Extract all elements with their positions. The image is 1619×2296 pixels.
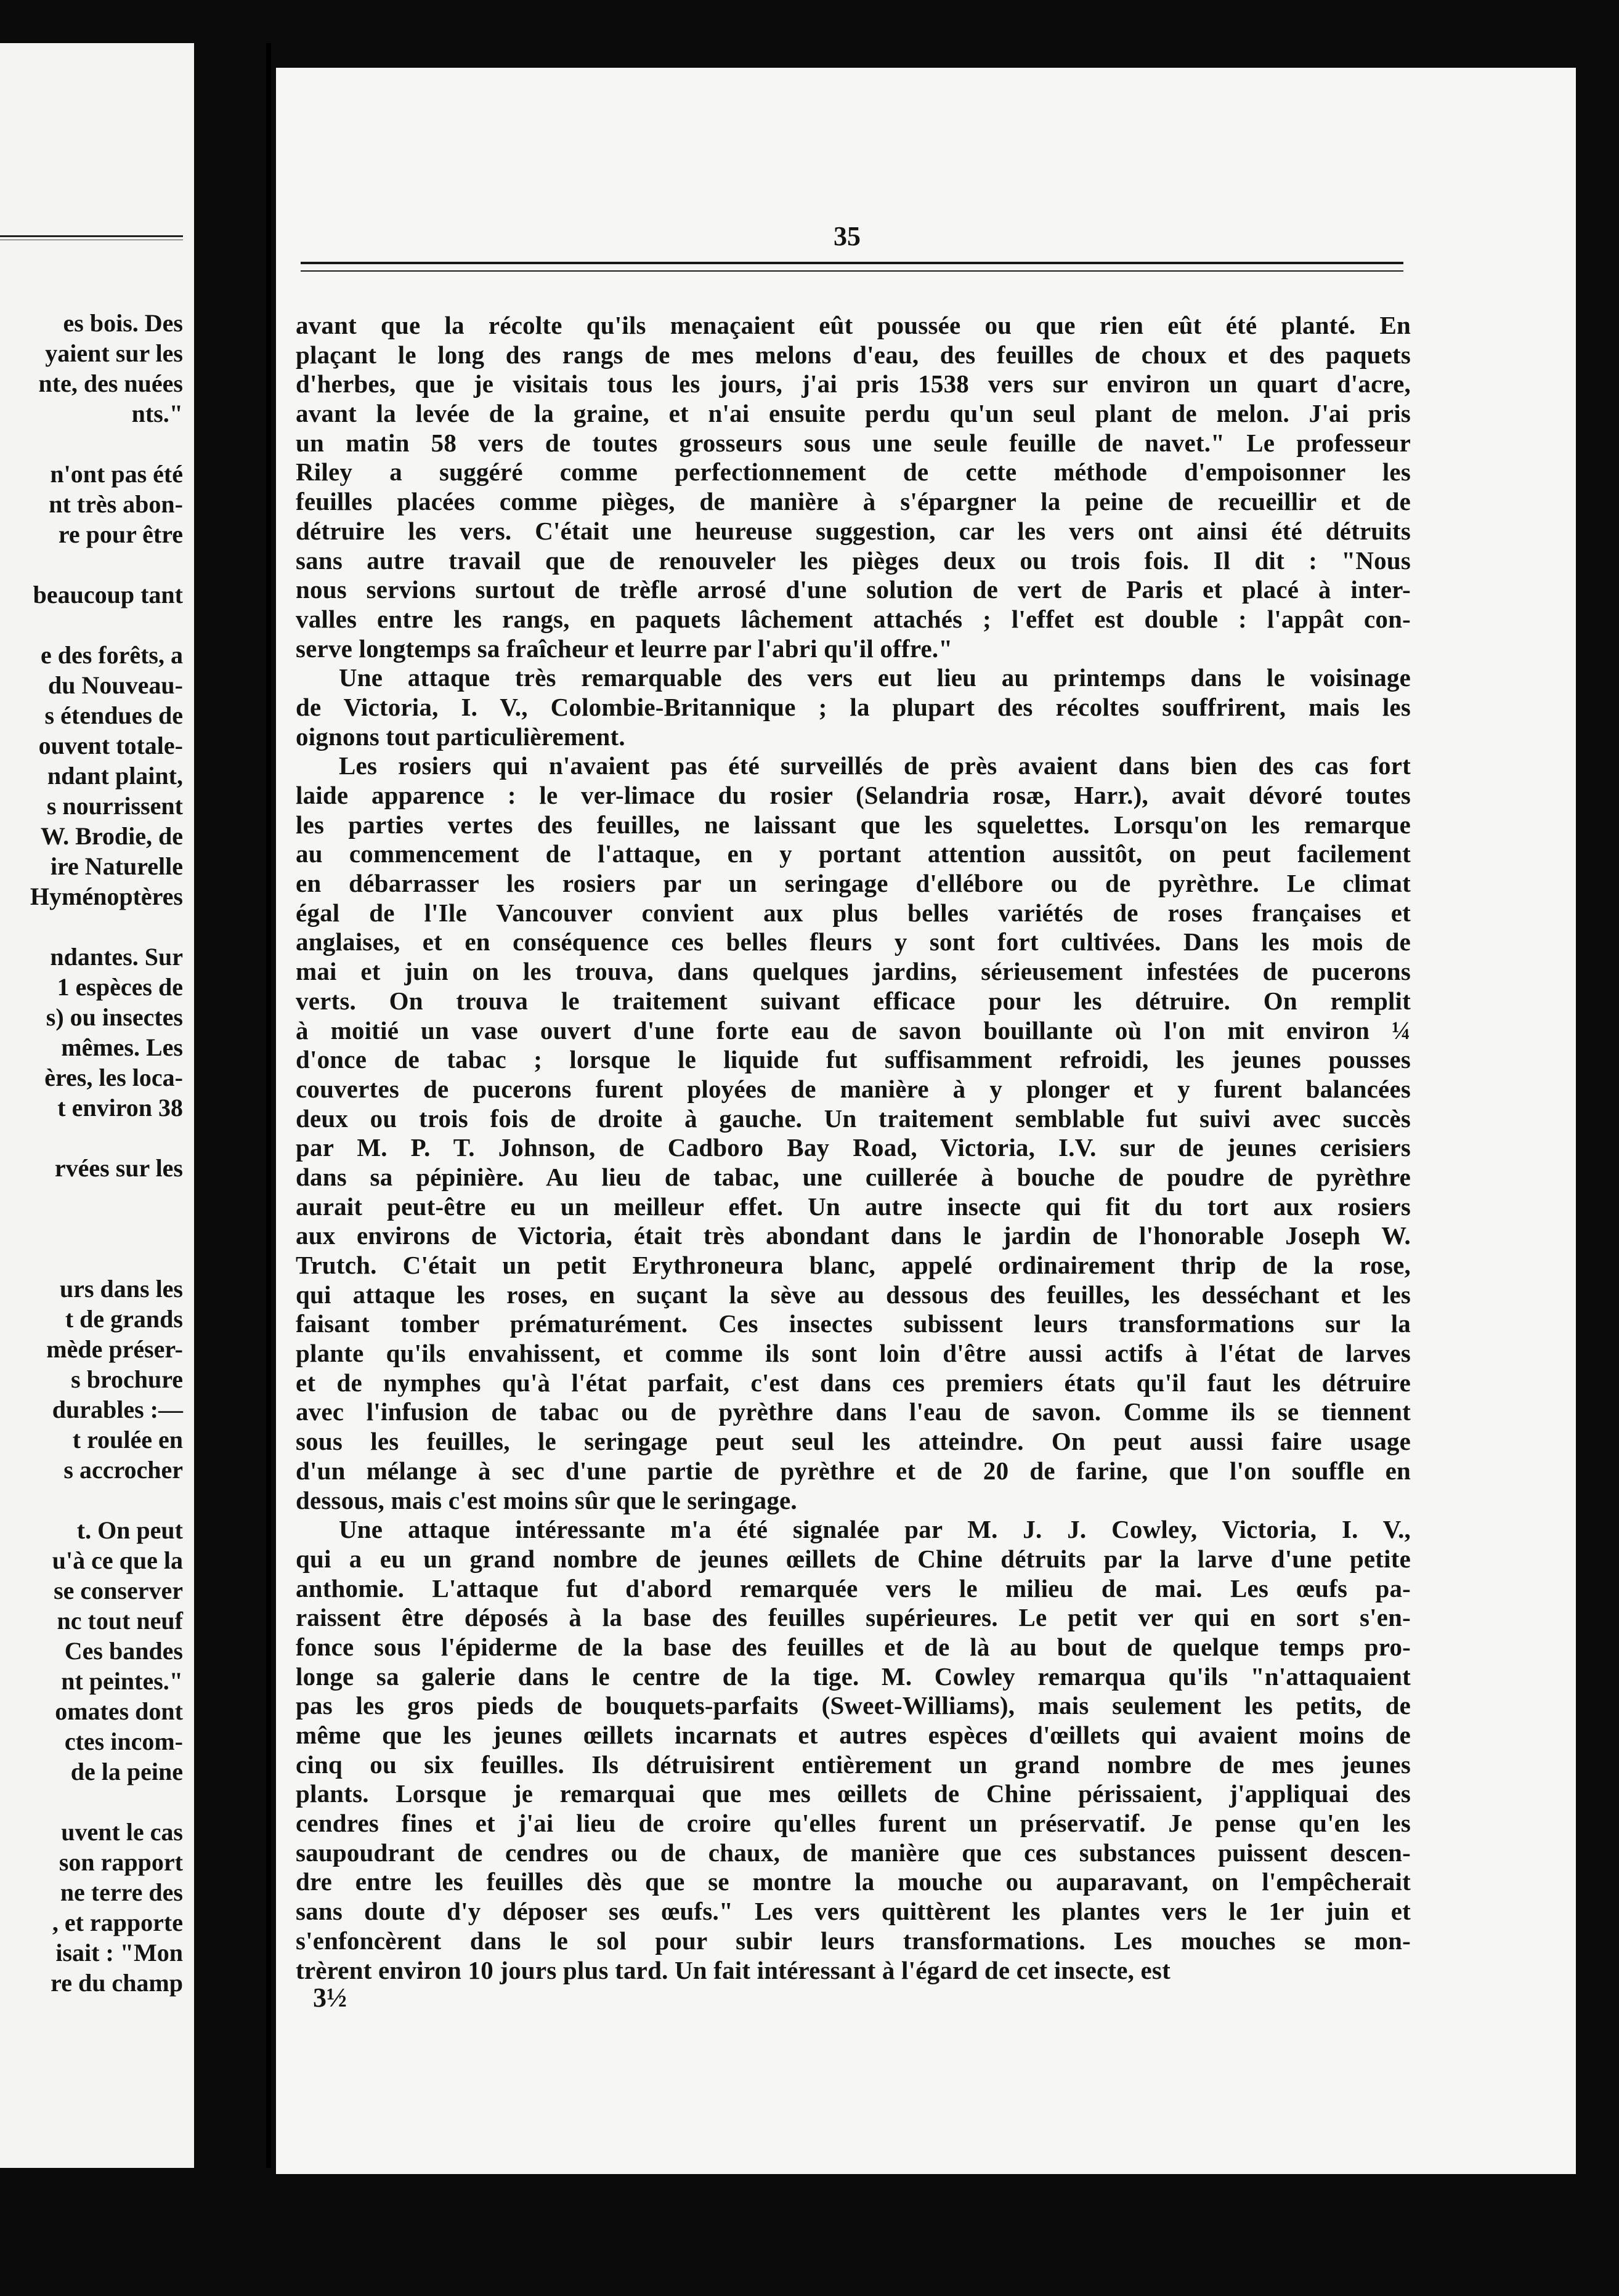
left-text-line bbox=[0, 549, 183, 580]
body-text-line: serve longtemps sa fraîcheur et leurre par l'abri qu'il offre." bbox=[296, 634, 953, 663]
body-text-line: Une attaque intéressante m'a été signalée par M. J. J. Cowley, Victoria, I. V., bbox=[339, 1515, 1411, 1544]
body-text-line: plants. Lorsque je remarquai que mes œillets de Chine périssaient, j'appliquai des bbox=[296, 1779, 1411, 1808]
body-text bbox=[296, 311, 1411, 1985]
body-text-line: fonce sous l'épiderme de la base des feuilles et de là au bout de quelque temps pro- bbox=[296, 1632, 1411, 1661]
body-text-line: même que les jeunes œillets incarnats et autres espèces d'œillets qui avaient moins de bbox=[296, 1721, 1411, 1749]
body-text-line: égal de l'Ile Vancouver convient aux plus belles variétés de roses françaises et bbox=[296, 898, 1411, 927]
left-text-line bbox=[0, 1183, 183, 1213]
left-text-line: nts." bbox=[131, 400, 183, 427]
left-text-line: t roulée en bbox=[72, 1426, 183, 1453]
body-text-line: qui attaque les roses, en suçant la sève au dessous des feuilles, les desséchant et les bbox=[296, 1280, 1411, 1309]
left-text-line: isait : "Mon bbox=[55, 1939, 183, 1967]
left-text-line: ne terre des bbox=[60, 1878, 183, 1906]
body-text-line: et de nymphes qu'à l'état parfait, c'est dans ces premiers états qu'il faut les détruire bbox=[296, 1368, 1411, 1397]
left-text-line: ndant plaint, bbox=[47, 762, 183, 790]
body-text-line: anglaises, et en conséquence ces belles fleurs y sont fort cultivées. Dans les mois de bbox=[296, 928, 1411, 956]
body-text-line: mai et juin on les trouva, dans quelques jardins, sérieusement infestées de pucerons bbox=[296, 957, 1411, 986]
body-text-line: longe sa galerie dans le centre de la tige. M. Cowley remarqua qu'ils "n'attaquaient bbox=[296, 1662, 1411, 1691]
body-text-line: raissent être déposés à la base des feuilles supérieures. Le petit ver qui en sort s'en- bbox=[296, 1603, 1411, 1632]
left-page bbox=[0, 43, 194, 2168]
left-text-line: de la peine bbox=[70, 1758, 183, 1785]
body-text-line: qui a eu un grand nombre de jeunes œillets de Chine détruits par la larve d'une petite bbox=[296, 1544, 1411, 1573]
body-text-line: un matin 58 vers de toutes grosseurs sous une seule feuille de navet." Le professeur bbox=[296, 428, 1411, 457]
left-text-line: s étendues de bbox=[44, 701, 183, 729]
left-text-line bbox=[0, 610, 183, 640]
left-text-line: nt très abon- bbox=[49, 490, 183, 518]
left-text-line bbox=[0, 429, 183, 459]
body-text-line: aurait peut-être eu un meilleur effet. Un autre insecte qui fit du tort aux rosiers bbox=[296, 1192, 1411, 1221]
left-text-line: e des forêts, a bbox=[40, 641, 183, 669]
body-text-line: Les rosiers qui n'avaient pas été surveillés de près avaient dans bien des cas fort bbox=[339, 751, 1411, 780]
body-text-line: d'once de tabac ; lorsque le liquide fut suffisamment refroidi, les jeunes pousses bbox=[296, 1045, 1411, 1074]
left-text-line: , et rapporte bbox=[52, 1909, 183, 1936]
left-page-text bbox=[0, 308, 183, 1998]
body-text-line: plaçant le long des rangs de mes melons d'eau, des feuilles de choux et des paquets bbox=[296, 340, 1411, 369]
header-rule bbox=[301, 262, 1403, 272]
signature-mark: 3½ bbox=[313, 1983, 347, 2013]
left-text-line bbox=[0, 1485, 183, 1515]
left-text-line: 1 espèces de bbox=[57, 973, 183, 1001]
body-text-line: Une attaque très remarquable des vers eut lieu au printemps dans le voisinage bbox=[339, 663, 1411, 692]
left-text-line: beaucoup tant bbox=[33, 581, 183, 608]
left-text-line bbox=[0, 912, 183, 942]
left-text-line: Ces bandes bbox=[64, 1637, 183, 1665]
body-text-line: d'un mélange à sec d'une partie de pyrèthre et de 20 de farine, que l'on souffle en bbox=[296, 1456, 1411, 1485]
left-text-line: mède préser- bbox=[46, 1335, 183, 1363]
body-text-line: valles entre les rangs, en paquets lâchement attachés ; l'effet est double : l'appât con- bbox=[296, 604, 1411, 633]
body-text-line: s'enfoncèrent dans le sol pour subir leurs transformations. Les mouches se mon- bbox=[296, 1926, 1411, 1955]
left-text-line: ouvent totale- bbox=[38, 732, 183, 759]
left-text-line: uvent le cas bbox=[61, 1818, 183, 1846]
body-text-line: deux ou trois fois de droite à gauche. Un traitement semblable fut suivi avec succès bbox=[296, 1104, 1411, 1133]
left-text-line: nc tout neuf bbox=[57, 1607, 183, 1635]
left-text-line: t environ 38 bbox=[57, 1094, 183, 1122]
body-text-line: feuilles placées comme pièges, de manière à s'épargner la peine de recueillir et de bbox=[296, 487, 1411, 516]
body-text-line: au commencement de l'attaque, en y portant attention aussitôt, on peut facilement bbox=[296, 839, 1411, 868]
body-text-line: avec l'infusion de tabac ou de pyrèthre dans l'eau de savon. Comme ils se tiennent bbox=[296, 1397, 1411, 1426]
left-text-line: Hyménoptères bbox=[30, 883, 183, 910]
body-text-line: avant la levée de la graine, et n'ai ensuite perdu qu'un seul plant de melon. J'ai pris bbox=[296, 399, 1411, 428]
left-text-line bbox=[0, 1243, 183, 1274]
left-text-line: s brochure bbox=[71, 1365, 183, 1393]
body-text-line: dans sa pépinière. Au lieu de tabac, une cuillerée à bouche de poudre de pyrèthre bbox=[296, 1162, 1411, 1191]
left-text-line: re pour être bbox=[58, 520, 183, 548]
body-text-line: Riley a suggéré comme perfectionnement de cette méthode d'empoisonner les bbox=[296, 458, 1411, 487]
body-text-line: verts. On trouva le traitement suivant efficace pour les détruire. On remplit bbox=[296, 986, 1411, 1015]
body-text-line: anthomie. L'attaque fut d'abord remarquée vers le milieu de mai. Les œufs pa- bbox=[296, 1574, 1411, 1603]
body-text-line: de Victoria, I. V., Colombie-Britannique ; la plupart des récoltes souffrirent, mais les bbox=[296, 692, 1411, 721]
left-text-line bbox=[0, 1213, 183, 1243]
left-text-line: es bois. Des bbox=[63, 309, 183, 337]
body-text-line: dessous, mais c'est moins sûr que le seringage. bbox=[296, 1486, 797, 1514]
body-text-line: Trutch. C'était un petit Erythroneura blanc, appelé ordinairement thrip de la rose, bbox=[296, 1251, 1411, 1279]
left-text-line: s accrocher bbox=[63, 1456, 183, 1484]
left-text-line: ctes incom- bbox=[64, 1728, 183, 1755]
left-text-line: son rapport bbox=[59, 1848, 183, 1876]
body-text-line: saupoudrant de cendres ou de chaux, de manière que ces substances puissent descen- bbox=[296, 1838, 1411, 1867]
body-text-line: dre entre les feuilles dès que se montre la mouche ou auparavant, on l'empêcherait bbox=[296, 1867, 1411, 1896]
body-text-line: sous les feuilles, le seringage peut seul les atteindre. On peut aussi faire usage bbox=[296, 1427, 1411, 1456]
left-text-line: s) ou insectes bbox=[46, 1003, 183, 1031]
body-text-line: en débarrasser les rosiers par un seringage d'ellébore ou de pyrèthre. Le climat bbox=[296, 869, 1411, 898]
left-text-line: nt peintes." bbox=[61, 1667, 183, 1695]
left-text-line: t. On peut bbox=[76, 1516, 183, 1544]
left-text-line: ire Naturelle bbox=[50, 852, 183, 880]
body-text-line: par M. P. T. Johnson, de Cadboro Bay Road, Victoria, I.V. sur de jeunes cerisiers bbox=[296, 1133, 1411, 1162]
left-text-line: n'ont pas été bbox=[50, 460, 183, 488]
left-text-line: nte, des nuées bbox=[38, 370, 183, 397]
body-text-line: sans autre travail que de renouveler les pièges deux ou trois fois. Il dit : "Nous bbox=[296, 546, 1411, 575]
left-text-line: W. Brodie, de bbox=[40, 822, 183, 850]
left-text-line: ères, les loca- bbox=[44, 1064, 183, 1091]
left-text-line: du Nouveau- bbox=[48, 671, 183, 699]
body-text-line: oignons tout particulièrement. bbox=[296, 722, 625, 751]
body-text-line: aux environs de Victoria, était très abondant dans le jardin de l'honorable Joseph W. bbox=[296, 1221, 1411, 1250]
body-text-line: trèrent environ 10 jours plus tard. Un fait intéressant à l'égard de cet insecte, est bbox=[296, 1955, 1171, 1984]
page-gutter bbox=[266, 43, 271, 2168]
body-text-line: les parties vertes des feuilles, ne laissant que les squelettes. Lorsqu'on les remarque bbox=[296, 810, 1411, 839]
left-text-line bbox=[0, 1123, 183, 1153]
body-text-line: sans doute d'y déposer ses œufs." Les vers quittèrent les plantes vers le 1er juin et bbox=[296, 1897, 1411, 1926]
body-text-line: nous servions surtout de trèfle arrosé d'une solution de vert de Paris et placé à inter- bbox=[296, 575, 1411, 604]
body-text-line: pas les gros pieds de bouquets-parfaits (Sweet-Williams), mais seulement les petits, de bbox=[296, 1691, 1411, 1720]
body-text-line: laide apparence : le ver-limace du rosier (Selandria rosæ, Harr.), avait dévoré toutes bbox=[296, 781, 1411, 809]
body-text-line: cendres fines et j'ai lieu de croire qu'elles furent un préservatif. Je pense qu'en les bbox=[296, 1809, 1411, 1838]
left-text-line: mêmes. Les bbox=[61, 1033, 183, 1061]
page-number: 35 bbox=[834, 221, 861, 251]
body-text-line: faisant tomber prématurément. Ces insectes subissent leurs transformations sur la bbox=[296, 1309, 1411, 1338]
left-text-line: urs dans les bbox=[59, 1275, 183, 1303]
body-text-line: d'herbes, que je visitais tous les jours, j'ai pris 1538 vers sur environ un quart d'acre, bbox=[296, 370, 1411, 398]
left-text-line: omates dont bbox=[55, 1697, 183, 1725]
body-text-line: détruire les vers. C'était une heureuse suggestion, car les vers ont ainsi été détruits bbox=[296, 516, 1411, 545]
left-text-line: rvées sur les bbox=[54, 1154, 183, 1182]
body-text-line: couvertes de pucerons furent ployées de manière à y plonger et y furent balancées bbox=[296, 1074, 1411, 1103]
left-text-line: ndantes. Sur bbox=[50, 943, 183, 971]
body-text-line: avant que la récolte qu'ils menaçaient eût poussée ou que rien eût été planté. En bbox=[296, 311, 1411, 339]
left-text-line: u'à ce que la bbox=[52, 1546, 183, 1574]
body-text-line: cinq ou six feuilles. Ils détruisirent entièrement un grand nombre de mes jeunes bbox=[296, 1750, 1411, 1779]
body-text-line: plante qu'ils envahissent, et comme ils sont loin d'être aussi actifs à l'état de larves bbox=[296, 1339, 1411, 1368]
body-text-line: à moitié un vase ouvert d'une forte eau de savon bouillante où l'on mit environ ¼ bbox=[296, 1016, 1411, 1045]
left-text-line: s nourrissent bbox=[46, 792, 183, 820]
left-text-line: re du champ bbox=[51, 1969, 183, 1997]
right-page bbox=[276, 68, 1576, 2174]
left-text-line: yaient sur les bbox=[45, 339, 183, 367]
left-page-rule bbox=[0, 235, 183, 240]
left-text-line: t de grands bbox=[65, 1305, 183, 1333]
left-text-line bbox=[0, 1787, 183, 1817]
left-text-line: se conserver bbox=[54, 1577, 183, 1604]
left-text-line: durables :— bbox=[52, 1396, 183, 1423]
